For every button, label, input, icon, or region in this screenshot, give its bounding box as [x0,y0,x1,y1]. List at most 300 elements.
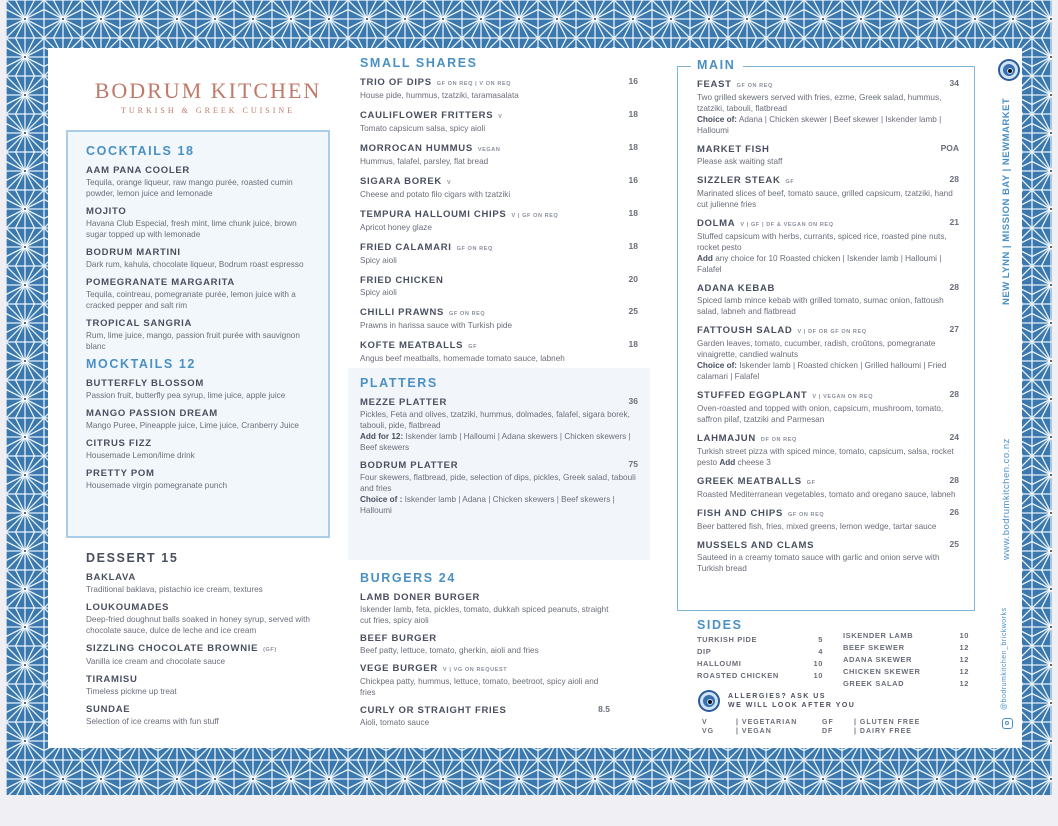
description-text: Two grilled skewers served with fries, ezme, Greek salad, hummus, tzatziki, tabouli, flatbread [697,93,942,113]
item-description [86,450,310,461]
drinks-box [66,130,330,538]
item-header [697,77,959,92]
menu-item [360,273,638,298]
menu-item [360,141,638,167]
menu-item [360,174,638,200]
menu-item [360,305,638,331]
item-description [360,645,610,656]
brand-title: BODRUM KITCHEN [94,78,322,103]
description-text: Garden leaves, tomato, cucumber, radish, croûtons, pomegranate vinaigrette, candied walnuts [697,339,936,359]
description-text: Vanilla ice cream and chocolate sauce [86,657,226,666]
description-text: Tomato capsicum salsa, spicy aioli [360,124,486,133]
item-description [697,338,959,382]
side-name: BEEF SKEWER [843,643,905,652]
menu-item [697,323,959,382]
dessert-section [86,551,326,732]
item-header [86,641,326,656]
extra-label: Choice of: [697,115,738,124]
menu-item [697,431,959,468]
item-header [360,590,610,604]
menu-item [360,75,638,101]
item-header [360,75,638,90]
side-price: 10 [959,631,969,640]
item-name: VEGE BURGER [360,663,438,674]
side-name: ADANA SKEWER [843,655,913,664]
diet-tag: GF [785,179,795,185]
description-text: Cheese and potato filo cigars with tzatziki [360,190,511,199]
item-price: 27 [949,324,959,334]
description-text: House pide, hummus, tzatziki, taramasalata [360,91,519,100]
diet-tag: (GF) [263,647,277,653]
item-header [86,376,310,390]
legend-meaning: | GLUTEN FREE [854,719,921,726]
item-description [86,656,326,667]
menu-item [697,173,959,210]
item-price: 36 [628,396,638,406]
sides-list-left [697,634,823,690]
item-price: 16 [628,175,638,185]
item-name: FEAST [697,79,732,90]
description-text: Spicy aioli [360,256,397,265]
extra-label: Add for 12: [360,432,404,441]
extra-options: any choice for 10 Roasted chicken | Iskender lamb | Halloumi | Falafel [697,254,942,274]
item-header [86,204,310,218]
item-description [360,255,638,266]
item-price: 75 [628,459,638,469]
allergy-line1: ALLERGIES? ASK US [728,693,826,700]
item-header [86,600,326,614]
menu-item [86,466,310,491]
menu-item [360,458,638,516]
menu-item [86,570,326,595]
item-price: 16 [628,76,638,86]
item-price: 8.5 [598,704,610,714]
item-header [360,174,638,189]
description-text: Spicy aioli [360,288,397,297]
item-name: MORROCAN HUMMUS [360,143,473,154]
item-description [360,90,638,101]
menu-item [360,108,638,134]
item-description [360,717,610,728]
side-price: 5 [818,635,823,644]
item-header [360,458,638,472]
side-name: TURKISH PIDE [697,635,758,644]
diet-tag: GF [806,480,816,486]
item-description [697,92,959,136]
item-price: 24 [949,432,959,442]
item-description [360,604,610,626]
item-name: BODRUM MARTINI [86,247,181,258]
legend-meaning: | VEGAN [736,728,772,735]
item-description [697,489,959,500]
item-price: 18 [628,241,638,251]
side-price: 4 [818,647,823,656]
description-text: Dark rum, kahula, chocolate liqueur, Bodrum roast espresso [86,260,304,269]
item-name: CURLY OR STRAIGHT FRIES [360,705,507,716]
mocktails-heading: MOCKTAILS 12 [86,357,196,371]
diet-tag: V | DF OR GF ON REQ [797,329,867,335]
menu-item [697,77,959,136]
menu-item [360,631,610,656]
platters-heading: PLATTERS [360,376,438,390]
item-price: 25 [628,306,638,316]
item-name: MEZZE PLATTER [360,397,448,408]
legend-meaning: | DAIRY FREE [854,728,912,735]
item-header [360,273,638,287]
item-name: CITRUS FIZZ [86,438,152,449]
item-name: TIRAMISU [86,674,138,685]
description-text: Please ask waiting staff [697,157,783,166]
diet-legend [702,718,934,736]
item-description [697,188,959,210]
item-header [360,305,638,320]
legend-code: DF [822,728,834,735]
description-text: Oven-roasted and topped with onion, capsicum, mushroom, tomato, saffron pilaf, tzatziki and Parmesan [697,404,944,424]
description-text: Housemade Lemon/lime drink [86,451,195,460]
item-price: 26 [949,507,959,517]
item-name: MANGO PASSION DREAM [86,408,218,419]
item-price: 18 [628,339,638,349]
item-price: 28 [949,174,959,184]
description-text: Deep-fried doughnut balls soaked in honey syrup, served with chocolate sauce, dulce de leche and ice cream [86,615,310,635]
menu-item [697,281,959,317]
menu-item [697,474,959,500]
cocktails-heading: COCKTAILS 18 [86,144,195,158]
item-description [697,446,959,468]
item-price: POA [940,143,959,153]
description-text: Timeless pickme up treat [86,687,177,696]
item-name: BODRUM PLATTER [360,460,459,471]
item-description [86,390,310,401]
description-text: Chickpea patty, hummus, lettuce, tomato, beetroot, spicy aioli and fries [360,677,599,697]
menu-item [86,702,326,727]
evil-eye-icon [700,692,718,710]
description-text: Spiced lamb mince kebab with grilled tomato, sumac onion, fattoush salad, labneh and flatbread [697,296,944,316]
side-item [697,658,823,670]
description-text: Pickles, Feta and olives, tzatziki, hummus, dolmades, falafel, sigara borek, tabouli, pide, flatbread [360,410,630,430]
menu-item [697,388,959,425]
extra-options: Iskender lamb | Adana | Chicken skewers | Beef skewers | Halloumi [360,495,615,515]
diet-tag: V [446,180,452,186]
locations-text: NEW LYNN | MISSION BAY | NEWMARKET [1001,97,1012,305]
item-name: KOFTE MEATBALLS [360,340,464,351]
item-description [360,222,638,233]
menu-item [86,376,310,401]
item-name: BAKLAVA [86,572,136,583]
item-name: LAMB DONER BURGER [360,592,481,603]
item-description [360,320,638,331]
brand-logo [78,78,338,115]
extra-options: Adana | Chicken skewer | Beef skewer | Iskender lamb | Halloumi [697,115,942,135]
side-item [697,634,823,646]
main-section [697,58,959,580]
menu-item [86,163,310,199]
description-text: Turkish street pizza with spiced mince, tomato, capsicum, salsa, rocket pesto [697,447,954,467]
item-description [86,420,310,431]
item-price: 18 [628,109,638,119]
description-text: Mango Puree, Pineapple juice, Lime juice, Cranberry Juice [86,421,299,430]
description-text: Marinated slices of beef, tomato sauce, grilled capsicum, tzatziki, hand cut julienne fries [697,189,953,209]
menu-item [86,600,326,636]
menu-item [86,245,310,270]
mocktails-section [86,357,310,491]
small-shares-heading: SMALL SHARES [360,56,478,70]
item-header [697,474,959,489]
side-item [697,646,823,658]
item-name: MARKET FISH [697,144,770,155]
burgers-section [360,571,610,733]
item-name: TROPICAL SANGRIA [86,318,193,329]
item-description [86,480,310,491]
item-description [697,295,959,317]
item-description [86,177,310,199]
item-name: FISH AND CHIPS [697,508,783,519]
menu-item [360,395,638,453]
item-name: MOJITO [86,206,127,217]
item-description [697,403,959,425]
item-name: AAM PANA COOLER [86,165,190,176]
item-header [697,388,959,403]
side-item [697,670,823,682]
item-name: MUSSELS AND CLAMS [697,540,815,551]
item-header [697,538,959,552]
side-item [843,654,969,666]
item-header [360,395,638,409]
item-description [86,218,310,240]
sides-heading: SIDES [697,618,743,632]
item-description [86,686,326,697]
item-description [697,231,959,275]
legend-meaning: | VEGETARIAN [736,719,798,726]
item-price: 18 [628,208,638,218]
diet-tag: V | GF ON REQ [511,213,559,219]
item-header [86,672,326,686]
item-price: 21 [949,217,959,227]
menu-item [86,672,326,697]
menu-item [86,436,310,461]
item-description [360,409,638,453]
item-name: STUFFED EGGPLANT [697,390,808,401]
item-description [360,189,638,200]
side-price: 12 [959,667,969,676]
description-text: Tequila, orange liqueur, raw mango purée, roasted cumin powder, lemon juice and lemonade [86,178,293,198]
diet-tag: VEGAN [477,147,501,153]
item-name: SIGARA BOREK [360,176,442,187]
side-item [843,678,969,690]
description-text: Stuffed capsicum with herbs, currants, spiced rice, roasted pine nuts, rocket pesto [697,232,947,252]
diet-tag: GF [468,344,478,350]
description-text: Beef patty, lettuce, tomato, gherkin, aioli and fries [360,646,539,655]
cocktails-section [86,144,310,352]
instagram-handle[interactable]: @bodrumkitchen_brickworks [1001,607,1008,710]
menu-item [697,142,959,167]
item-header [697,142,959,156]
website-link[interactable]: www.bodrumkitchen.co.nz [1001,438,1012,560]
item-name: BEEF BURGER [360,633,437,644]
menu-item [360,703,610,728]
extra-label: Choice of: [697,361,738,370]
menu-item [697,506,959,532]
item-header [697,216,959,231]
item-description [360,353,638,364]
side-price: 12 [959,679,969,688]
item-description [86,330,310,352]
item-name: SIZZLING CHOCOLATE BROWNIE [86,643,259,654]
side-item [843,642,969,654]
extra-options: Iskender lamb | Roasted chicken | Grilled halloumi | Fried calamari | Falafel [697,361,947,381]
item-header [697,281,959,295]
item-header [86,163,310,177]
menu-item [360,240,638,266]
menu-item [360,338,638,364]
sides-list-right [843,630,969,690]
item-header [86,245,310,259]
item-header [86,275,310,289]
item-description [697,552,959,574]
description-text: Traditional baklava, pistachio ice cream, textures [86,585,263,594]
description-text: Selection of ice creams with fun stuff [86,717,219,726]
item-description [86,584,326,595]
allergy-note [700,692,855,710]
extra-options: cheese 3 [737,458,771,467]
description-text: Hummus, falafel, parsley, flat bread [360,157,489,166]
item-price: 25 [949,539,959,549]
menu-item [86,204,310,240]
item-description [360,287,638,298]
item-header [360,108,638,123]
item-header [86,466,310,480]
extra-label: Choice of : [360,495,403,504]
description-text: Angus beef meatballs, homemade tomato sauce, labneh [360,354,565,363]
small-shares-section [360,56,638,371]
item-name: FRIED CHICKEN [360,275,444,286]
menu-item [360,207,638,233]
side-name: CHICKEN SKEWER [843,667,921,676]
platters-section [360,376,638,516]
item-header [697,431,959,446]
diet-tag: GF ON REQ [736,83,773,89]
item-header [86,436,310,450]
description-text: Havana Club Especial, fresh mint, lime chunk juice, brown sugar topped up with lemonade [86,219,297,239]
menu-item [697,538,959,574]
burgers-heading: BURGERS 24 [360,571,456,585]
item-name: CAULIFLOWER FRITTERS [360,110,494,121]
item-description [360,472,638,516]
description-text: Four skewers, flatbread, pide, selection of dips, pickles, Greek salad, tabouli and fries [360,473,636,493]
menu-item [86,406,310,431]
item-header [697,506,959,521]
extra-options: Iskender lamb | Halloumi | Adana skewers | Chicken skewers | Beef skewers [360,432,631,452]
item-header [697,173,959,188]
item-price: 34 [949,78,959,88]
description-text: Tequila, cointreau, pomegranate purée, lemon juice with a cracked pepper and salt rim [86,290,296,310]
menu-item [360,661,610,698]
diet-tag: GF ON REQ [787,512,825,518]
description-text: Passion fruit, butterfly pea syrup, lime juice, apple juice [86,391,286,400]
extra-label: Add [719,458,736,467]
item-description [86,259,310,270]
item-name: TRIO OF DIPS [360,77,432,88]
description-text: Apricot honey glaze [360,223,432,232]
item-description [697,156,959,167]
description-text: Beer battered fish, fries, mixed greens, lemon wedge, tartar sauce [697,522,937,531]
item-name: POMEGRANATE MARGARITA [86,277,235,288]
description-text: Rum, lime juice, mango, passion fruit purée with sauvignon blanc [86,331,300,351]
item-name: FATTOUSH SALAD [697,325,793,336]
item-price: 18 [628,142,638,152]
menu-item [86,641,326,667]
dessert-heading: DESSERT 15 [86,551,179,565]
description-text: Prawns in harissa sauce with Turkish pide [360,321,512,330]
item-header [360,338,638,353]
diet-tag: GF ON REQ [456,246,493,252]
item-description [86,716,326,727]
item-header [360,703,610,717]
menu-item [86,275,310,311]
item-description [86,614,326,636]
description-text: Roasted Mediterranean vegetables, tomato and oregano sauce, labneh [697,490,956,499]
diet-tag: V | GF | DF & VEGAN ON REQ [740,222,834,228]
item-description [697,521,959,532]
item-header [86,570,326,584]
description-text: Iskender lamb, feta, pickles, tomato, dukkah spiced peanuts, straight cut fries, spicy aioli [360,605,609,625]
menu-item [697,216,959,275]
diet-tag: V | VG ON REQUEST [442,667,508,673]
description-text: Sauteed in a creamy tomato sauce with garlic and onion serve with Turkish bread [697,553,940,573]
side-name: ISKENDER LAMB [843,631,914,640]
side-name: ROASTED CHICKEN [697,671,779,680]
item-description [86,289,310,311]
item-header [360,240,638,255]
description-text: Aioli, tomato sauce [360,718,430,727]
item-header [360,207,638,222]
item-description [360,156,638,167]
side-name: DIP [697,647,712,656]
item-name: CHILLI PRAWNS [360,307,445,318]
diet-tag: DF ON REQ [760,437,797,443]
item-name: DOLMA [697,218,736,229]
item-price: 28 [949,389,959,399]
item-name: GREEK MEATBALLS [697,476,802,487]
item-name: TEMPURA HALLOUMI CHIPS [360,209,507,220]
item-header [360,141,638,156]
side-name: HALLOUMI [697,659,742,668]
side-name: GREEK SALAD [843,679,905,688]
sides-section [697,618,969,690]
item-header [86,406,310,420]
item-name: LAHMAJUN [697,433,756,444]
legend-code: VG [702,728,715,735]
side-price: 12 [959,643,969,652]
item-header [697,323,959,338]
legend-code: V [702,719,708,726]
side-price: 10 [813,659,823,668]
platters-box [348,368,650,560]
extra-label: Add [697,254,713,263]
item-price: 28 [949,282,959,292]
diet-tag: GF ON REQ | V ON REQ [436,81,512,87]
instagram-icon [1002,718,1013,729]
item-name: LOUKOUMADES [86,602,170,613]
item-name: FRIED CALAMARI [360,242,452,253]
item-name: SUNDAE [86,704,131,715]
brand-subtitle: TURKISH & GREEK CUISINE [120,106,296,115]
item-price: 28 [949,475,959,485]
evil-eye-icon [1000,61,1018,79]
diet-tag: V | VEGAN ON REQ [812,394,874,400]
item-header [360,661,610,676]
menu-item [360,590,610,626]
